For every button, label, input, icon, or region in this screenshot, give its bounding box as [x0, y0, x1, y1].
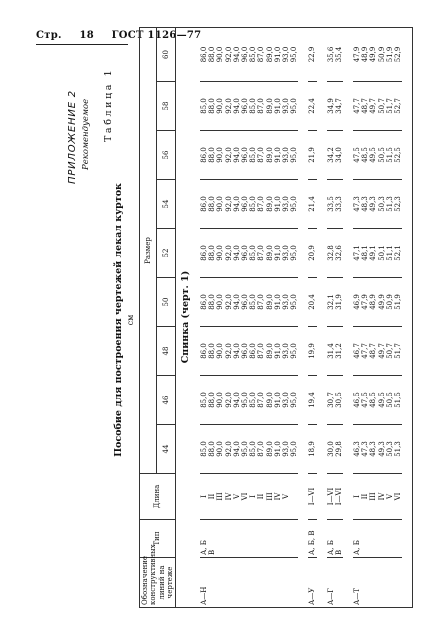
value-cell: 96,0 [241, 196, 250, 212]
col-size: 50 [157, 278, 176, 327]
col-size: 48 [157, 327, 176, 376]
value-cell: 96,0 [241, 294, 250, 310]
row-size-values [308, 28, 316, 82]
value-cell: 47,3 [353, 196, 362, 212]
col-designation: Обозначение конструктивных линий на чертеже [140, 558, 176, 608]
value-cell: 87,0 [257, 196, 266, 212]
designation-text: А—Т [353, 588, 362, 605]
value-cell: 47,5 [353, 147, 362, 163]
appendix-title: ПРИЛОЖЕНИЕ 2 [67, 90, 78, 184]
value-cell: 51,9 [394, 294, 403, 310]
value-cell: 47,7 [353, 98, 362, 114]
data-table [139, 27, 413, 608]
row-size-values [200, 82, 298, 131]
col-size: 46 [157, 376, 176, 425]
length-text: IV [224, 492, 233, 501]
value-cell: 96,0 [241, 147, 250, 163]
length-text: III [265, 492, 274, 501]
value-cell: 49,9 [377, 294, 386, 310]
value-cell: 85,0 [249, 245, 258, 261]
value-cell: 94,0 [232, 98, 241, 114]
value-cell: 85,0 [249, 147, 258, 163]
value-cell: 34,9 [326, 98, 335, 114]
value-cell: 51,3 [394, 441, 403, 457]
value-cell: 89,0 [265, 245, 274, 261]
row-size-values [353, 82, 402, 131]
row-size-values [327, 180, 343, 229]
value-cell: 50,7 [377, 98, 386, 114]
value-cell: 50,3 [385, 441, 394, 457]
appendix-note: Рекомендуемое [81, 98, 91, 170]
row-designation [327, 558, 343, 608]
value-cell: 88,0 [208, 196, 217, 212]
value-cell: 48,5 [369, 392, 378, 408]
value-cell: 49,9 [369, 46, 378, 63]
value-cell: 50,1 [377, 245, 386, 261]
value-cell: 52,1 [394, 245, 403, 261]
value-cell: 93,0 [282, 245, 291, 261]
row-size-values [327, 425, 343, 474]
value-cell: 92,0 [224, 147, 233, 163]
value-cell: 31,9 [334, 294, 343, 310]
value-cell: 95,0 [290, 343, 299, 359]
value-cell: 47,5 [361, 392, 370, 408]
value-cell: 50,9 [377, 46, 386, 63]
rotated-page-content [65, 30, 403, 610]
value-cell: 86,0 [200, 196, 208, 212]
value-cell: 34,7 [334, 98, 343, 114]
value-cell: 48,3 [361, 196, 370, 212]
value-cell: 91,0 [273, 245, 282, 261]
col-size: 54 [157, 180, 176, 229]
value-cell: 87,0 [257, 441, 266, 457]
value-cell: 46,5 [353, 392, 362, 408]
value-cell: 95,0 [290, 46, 299, 63]
value-cell: 21,9 [308, 147, 317, 163]
designation-text: А—Н [200, 586, 208, 605]
value-cell: 30,5 [334, 392, 343, 408]
value-cell: 90,0 [216, 147, 225, 163]
value-cell: 86,0 [200, 343, 208, 359]
length-text: III [216, 492, 225, 501]
value-cell: 96,0 [241, 98, 250, 114]
value-cell: 86,0 [249, 343, 258, 359]
value-cell: 52,7 [394, 98, 403, 114]
value-cell: 89,0 [265, 147, 274, 163]
row-size-values [308, 180, 316, 229]
value-cell: 49,7 [369, 98, 378, 114]
length-text: I [353, 495, 362, 498]
value-cell: 95,0 [290, 245, 299, 261]
value-cell: 33,5 [326, 196, 335, 212]
value-cell: 91,0 [273, 441, 282, 457]
value-cell: 20,4 [308, 294, 317, 310]
value-cell: 51,7 [394, 343, 403, 359]
table-body [176, 28, 413, 608]
value-cell: 94,0 [232, 196, 241, 212]
value-cell: 47,3 [361, 441, 370, 457]
col-length: Длина [140, 474, 176, 520]
row-size-values [353, 425, 402, 474]
value-cell: 95,0 [290, 294, 299, 310]
value-cell: 90,0 [216, 294, 225, 310]
length-text: I—VI [326, 487, 335, 506]
value-cell: 48,7 [361, 98, 370, 114]
value-cell: 52,5 [394, 147, 403, 163]
value-cell: 49,5 [377, 392, 386, 408]
table-row [200, 28, 298, 608]
value-cell: 89,0 [265, 343, 274, 359]
value-cell: 87,0 [257, 46, 266, 63]
value-cell: 51,9 [385, 46, 394, 63]
row-designation [308, 558, 316, 608]
value-cell: 33,3 [334, 196, 343, 212]
value-cell: 50,5 [377, 147, 386, 163]
value-cell: 47,7 [361, 343, 370, 359]
value-cell: 92,0 [224, 441, 233, 457]
row-type [353, 520, 402, 558]
length-text: V [282, 493, 291, 500]
row-size-values [200, 376, 298, 425]
value-cell: 86,0 [200, 46, 208, 63]
row-size-values [327, 28, 343, 82]
row-size-values [353, 376, 402, 425]
row-size-values [327, 376, 343, 425]
value-cell: 87,0 [257, 343, 266, 359]
row-size-values [200, 131, 298, 180]
value-cell: 92,0 [224, 294, 233, 310]
value-cell: 48,3 [369, 441, 378, 457]
value-cell: 30,7 [326, 392, 335, 408]
value-cell: 46,7 [353, 343, 362, 359]
value-cell: 34,0 [334, 147, 343, 163]
length-text: II [208, 493, 217, 500]
length-text: VI [241, 492, 250, 501]
value-cell: 95,0 [241, 392, 250, 408]
value-cell: 32,8 [326, 245, 335, 261]
value-cell: 95,0 [241, 441, 250, 457]
row-size-values [200, 327, 298, 376]
value-cell: 93,0 [282, 98, 291, 114]
length-text: VI [394, 492, 403, 501]
value-cell: 22,4 [308, 98, 317, 114]
length-text: II [361, 493, 370, 500]
value-cell: 85,0 [249, 294, 258, 310]
value-cell: 85,0 [249, 98, 258, 114]
value-cell: 96,0 [241, 245, 250, 261]
value-cell: 95,0 [290, 147, 299, 163]
value-cell: 92,0 [224, 196, 233, 212]
value-cell: 91,0 [273, 98, 282, 114]
col-size: 60 [157, 28, 176, 82]
row-size-values [200, 229, 298, 278]
value-cell: 94,0 [232, 343, 241, 359]
value-cell: 21,4 [308, 196, 317, 212]
value-cell: 35,6 [326, 46, 335, 63]
value-cell: 94,0 [232, 147, 241, 163]
row-size-values [353, 28, 402, 82]
value-cell: 50,3 [377, 196, 386, 212]
value-cell: 29,8 [334, 441, 343, 457]
table-unit: см [126, 314, 135, 326]
value-cell: 48,5 [361, 147, 370, 163]
value-cell: 49,5 [369, 147, 378, 163]
value-cell: 51,7 [385, 98, 394, 114]
row-size-values [353, 327, 402, 376]
type-text: А, Б [326, 540, 335, 555]
value-cell: 90,0 [216, 245, 225, 261]
length-text: I [200, 495, 208, 498]
row-size-values [353, 180, 402, 229]
row-size-values [200, 180, 298, 229]
value-cell: 85,0 [249, 46, 258, 63]
value-cell: 50,5 [385, 392, 394, 408]
value-cell: 89,0 [265, 196, 274, 212]
value-cell: 93,0 [282, 46, 291, 63]
type-text: А, Б [200, 540, 208, 555]
row-type [200, 520, 298, 558]
value-cell: 94,0 [232, 441, 241, 457]
value-cell: 90,0 [216, 343, 225, 359]
value-cell: 88,0 [208, 147, 217, 163]
row-length [353, 474, 402, 520]
value-cell: 48,1 [361, 245, 370, 261]
value-cell: 49,3 [377, 441, 386, 457]
designation-text: А—У [308, 587, 317, 605]
row-size-values [327, 229, 343, 278]
row-size-values [327, 278, 343, 327]
value-cell: 85,0 [200, 441, 208, 457]
value-cell: 32,6 [334, 245, 343, 261]
col-type: Тип [140, 520, 176, 558]
value-cell: 87,0 [257, 294, 266, 310]
row-length [308, 474, 316, 520]
row-size-values [327, 131, 343, 180]
value-cell: 94,0 [232, 46, 241, 63]
value-cell: 19,4 [308, 392, 317, 408]
value-cell: 90,0 [216, 98, 225, 114]
value-cell: 90,0 [216, 46, 225, 63]
value-cell: 87,0 [257, 147, 266, 163]
value-cell: 94,0 [232, 245, 241, 261]
value-cell: 52,9 [394, 46, 403, 63]
value-cell: 94,0 [232, 294, 241, 310]
value-cell: 20,9 [308, 245, 317, 261]
value-cell: 95,0 [290, 98, 299, 114]
value-cell: 48,9 [369, 294, 378, 310]
value-cell: 92,0 [224, 98, 233, 114]
col-size-group: Размер [140, 28, 157, 474]
type-text: А, Б [353, 540, 362, 555]
value-cell: 91,0 [273, 46, 282, 63]
value-cell: 90,0 [216, 441, 225, 457]
row-size-values [353, 229, 402, 278]
length-text: III [369, 492, 378, 501]
value-cell: 90,0 [216, 196, 225, 212]
value-cell: 30,0 [326, 441, 335, 457]
length-text: IV [377, 492, 386, 501]
table-row [327, 28, 343, 608]
value-cell: 93,0 [282, 294, 291, 310]
value-cell: 95,0 [290, 441, 299, 457]
value-cell: 91,0 [273, 196, 282, 212]
value-cell: 48,7 [369, 343, 378, 359]
table-label: Таблица 1 [103, 67, 114, 142]
row-designation [353, 558, 402, 608]
value-cell: 88,0 [208, 343, 217, 359]
value-cell: 50,9 [385, 294, 394, 310]
page-label: Стр. [36, 30, 62, 41]
value-cell: 46,9 [353, 294, 362, 310]
value-cell: 85,0 [249, 441, 258, 457]
row-type [308, 520, 316, 558]
value-cell: 92,0 [224, 392, 233, 408]
value-cell: 86,0 [200, 147, 208, 163]
value-cell: 89,0 [265, 98, 274, 114]
length-text: V [385, 493, 394, 500]
value-cell: 96,0 [241, 343, 250, 359]
row-length [327, 474, 343, 520]
row-size-values [308, 425, 316, 474]
value-cell: 88,0 [208, 245, 217, 261]
value-cell: 87,0 [257, 98, 266, 114]
value-cell: 85,0 [249, 196, 258, 212]
col-size: 52 [157, 229, 176, 278]
value-cell: 85,0 [200, 392, 208, 408]
row-type [327, 520, 343, 558]
table-row [308, 28, 316, 608]
value-cell: 51,5 [385, 147, 394, 163]
value-cell: 93,0 [282, 441, 291, 457]
row-size-values [308, 327, 316, 376]
value-cell: 91,0 [273, 392, 282, 408]
designation-text: А—Г [326, 588, 335, 605]
row-size-values [200, 425, 298, 474]
value-cell: 86,0 [200, 245, 208, 261]
value-cell: 50,7 [385, 343, 394, 359]
row-size-values [327, 327, 343, 376]
value-cell: 93,0 [282, 392, 291, 408]
value-cell: 47,9 [361, 294, 370, 310]
row-size-values [353, 278, 402, 327]
length-text: II [257, 493, 266, 500]
value-cell: 88,0 [208, 98, 217, 114]
value-cell: 88,0 [208, 392, 217, 408]
value-cell: 49,7 [377, 343, 386, 359]
row-size-values [200, 278, 298, 327]
value-cell: 89,0 [265, 441, 274, 457]
length-text: I—VI [334, 487, 343, 506]
value-cell: 85,0 [249, 392, 258, 408]
value-cell: 88,0 [208, 46, 217, 63]
value-cell: 51,5 [394, 392, 403, 408]
row-size-values [327, 82, 343, 131]
row-size-values [308, 278, 316, 327]
row-designation [200, 558, 298, 608]
value-cell: 89,0 [265, 294, 274, 310]
value-cell: 95,0 [290, 392, 299, 408]
row-size-values [308, 82, 316, 131]
value-cell: 34,2 [326, 147, 335, 163]
value-cell: 22,9 [308, 46, 317, 63]
value-cell: 92,0 [224, 343, 233, 359]
value-cell: 51,3 [385, 196, 394, 212]
standard-code: ГОСТ 1126—77 [111, 30, 202, 41]
value-cell: 93,0 [282, 196, 291, 212]
value-cell: 87,0 [257, 245, 266, 261]
value-cell: 96,0 [241, 46, 250, 63]
value-cell: 52,3 [394, 196, 403, 212]
row-length [200, 474, 298, 520]
table-subtitle: Спинка (черт. 1) [180, 270, 191, 364]
length-text: I [249, 495, 258, 498]
value-cell: 47,1 [353, 245, 362, 261]
value-cell: 85,0 [200, 98, 208, 114]
row-size-values [308, 376, 316, 425]
value-cell: 88,0 [208, 294, 217, 310]
type-text: В [208, 549, 217, 555]
row-size-values [308, 131, 316, 180]
row-size-values [200, 28, 298, 82]
value-cell: 19,9 [308, 343, 317, 359]
row-size-values [308, 229, 316, 278]
table-caption: Пособие для построения чертежей лекал курток [113, 183, 124, 457]
value-cell: 48,9 [361, 46, 370, 63]
value-cell: 46,3 [353, 441, 362, 457]
value-cell: 91,0 [273, 147, 282, 163]
table-row [353, 28, 402, 608]
col-size: 58 [157, 82, 176, 131]
value-cell: 89,0 [265, 46, 274, 63]
value-cell: 32,1 [326, 294, 335, 310]
value-cell: 93,0 [282, 343, 291, 359]
value-cell: 91,0 [273, 343, 282, 359]
value-cell: 89,0 [265, 392, 274, 408]
col-size: 44 [157, 425, 176, 474]
value-cell: 93,0 [282, 147, 291, 163]
value-cell: 18,9 [308, 441, 317, 457]
value-cell: 94,0 [232, 392, 241, 408]
col-size: 56 [157, 131, 176, 180]
type-text: В [334, 549, 343, 555]
value-cell: 87,0 [257, 392, 266, 408]
value-cell: 47,9 [353, 46, 362, 63]
type-text: А, Б, В [308, 530, 317, 555]
value-cell: 91,0 [273, 294, 282, 310]
value-cell: 92,0 [224, 245, 233, 261]
length-text: V [232, 493, 241, 500]
value-cell: 35,4 [334, 46, 343, 63]
row-size-values [353, 131, 402, 180]
value-cell: 95,0 [290, 196, 299, 212]
length-text: IV [273, 492, 282, 501]
value-cell: 88,0 [208, 441, 217, 457]
value-cell: 31,4 [326, 343, 335, 359]
page-number: 18 [79, 30, 94, 41]
value-cell: 51,1 [385, 245, 394, 261]
value-cell: 31,2 [334, 343, 343, 359]
value-cell: 49,1 [369, 245, 378, 261]
value-cell: 92,0 [224, 46, 233, 63]
value-cell: 86,0 [200, 294, 208, 310]
length-text: I—VI [308, 487, 317, 506]
value-cell: 49,3 [369, 196, 378, 212]
value-cell: 90,0 [216, 392, 225, 408]
